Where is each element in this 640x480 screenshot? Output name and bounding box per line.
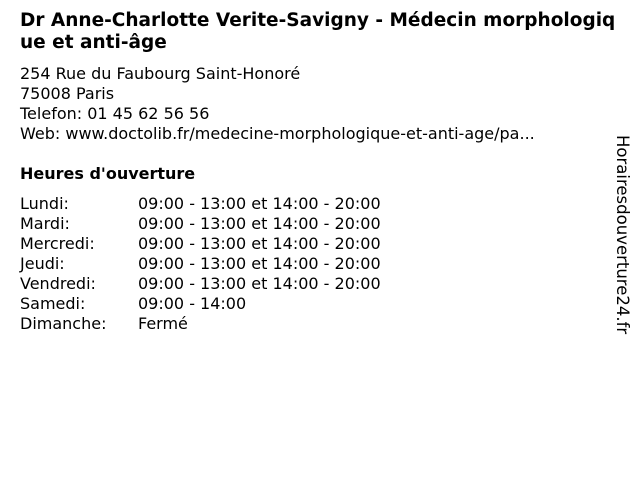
- hours-row-monday: [20, 194, 580, 214]
- time-value: 09:00 - 13:00 et 14:00 - 20:00: [138, 194, 381, 213]
- day-label: Jeudi:: [20, 254, 65, 273]
- hours-row-saturday: [20, 294, 580, 314]
- day-label: Mercredi:: [20, 234, 95, 253]
- hours-row-sunday: [20, 314, 580, 334]
- hours-row-wednesday: [20, 234, 580, 254]
- hours-row-tuesday: [20, 214, 580, 234]
- phone-number: Telefon: 01 45 62 56 56: [20, 104, 210, 123]
- site-watermark: [612, 135, 634, 375]
- day-label: Vendredi:: [20, 274, 96, 293]
- day-label: Dimanche:: [20, 314, 107, 333]
- city: 75008 Paris: [20, 84, 115, 103]
- time-value: 09:00 - 13:00 et 14:00 - 20:00: [138, 234, 381, 253]
- time-value: 09:00 - 13:00 et 14:00 - 20:00: [138, 214, 381, 233]
- address-block: [20, 64, 610, 144]
- opening-hours-table: [20, 194, 580, 334]
- time-value: 09:00 - 13:00 et 14:00 - 20:00: [138, 274, 381, 293]
- time-value: 09:00 - 14:00: [138, 294, 247, 313]
- street-address: 254 Rue du Faubourg Saint-Honoré: [20, 64, 301, 83]
- opening-hours-heading: Heures d'ouverture: [20, 164, 196, 183]
- page-title: Dr Anne-Charlotte Verite-Savigny - Médecin morphologique et anti-âge: [20, 10, 616, 53]
- watermark-text: Horairesdouverture24.fr: [613, 135, 632, 335]
- hours-row-thursday: [20, 254, 580, 274]
- day-label: Lundi:: [20, 194, 69, 213]
- day-label: Mardi:: [20, 214, 70, 233]
- time-value: 09:00 - 13:00 et 14:00 - 20:00: [138, 254, 381, 273]
- time-value: Fermé: [138, 314, 188, 333]
- website: Web: www.doctolib.fr/medecine-morphologique-et-anti-age/pa...: [20, 124, 535, 143]
- hours-row-friday: [20, 274, 580, 294]
- day-label: Samedi:: [20, 294, 86, 313]
